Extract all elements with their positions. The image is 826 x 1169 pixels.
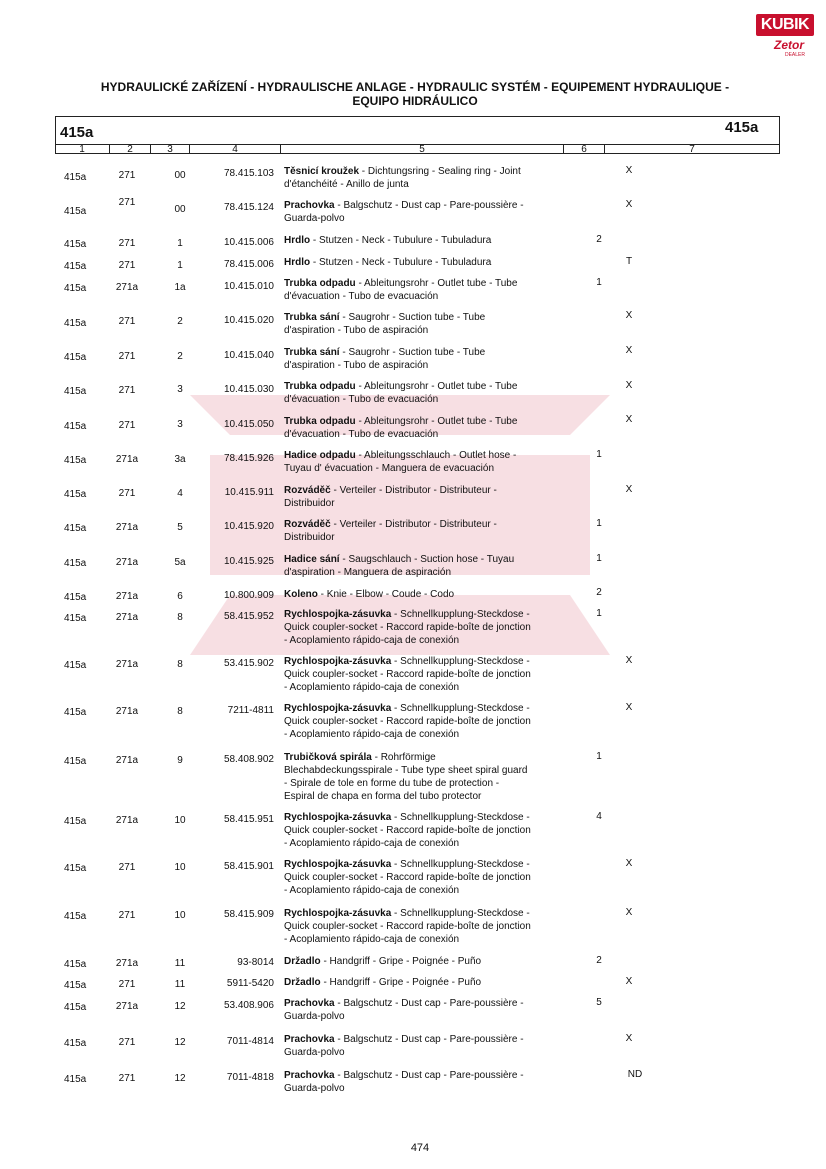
part-name: Trubka sání xyxy=(284,347,340,358)
cell-quantity: 1 xyxy=(596,518,602,529)
cell-position: 00 xyxy=(174,204,186,215)
cell-group: 271a xyxy=(115,706,139,717)
cell-section: 415a xyxy=(64,318,87,329)
cell-group: 271a xyxy=(115,454,139,465)
cell-position: 5a xyxy=(174,557,186,568)
cell-section: 415a xyxy=(64,558,87,569)
desc-line-2: Guarda-polvo xyxy=(284,213,345,224)
cell-variant: X xyxy=(625,345,633,356)
desc-line-1: - Schnellkupplung-Steckdose - xyxy=(391,859,530,870)
cell-description xyxy=(284,518,574,544)
cell-quantity: 5 xyxy=(596,997,602,1008)
cell-part-number: 10.415.925 xyxy=(223,556,274,567)
cell-section: 415a xyxy=(64,283,87,294)
desc-line-1: - Verteiler - Distributor - Distributeur - xyxy=(330,519,497,530)
part-name: Trubka odpadu xyxy=(284,278,356,289)
part-name: Rychlospojka-zásuvka xyxy=(284,908,392,919)
cell-description xyxy=(284,608,574,647)
cell-position: 12 xyxy=(174,1073,186,1084)
cell-part-number: 10.415.030 xyxy=(223,384,274,395)
desc-line-3: - Spirale de tole en forme du tube de protection - xyxy=(284,778,500,789)
cell-part-number: 58.415.951 xyxy=(223,814,274,825)
part-name: Trubka odpadu xyxy=(284,381,356,392)
cell-description xyxy=(284,955,574,968)
title-line-2: EQUIPO HIDRÁULICO xyxy=(352,94,478,108)
cell-position: 1 xyxy=(177,238,183,249)
cell-quantity: 2 xyxy=(596,955,602,966)
cell-position: 11 xyxy=(174,958,186,969)
cell-position: 12 xyxy=(174,1001,186,1012)
cell-description xyxy=(284,751,574,803)
part-name: Držadlo xyxy=(284,977,321,988)
cell-group: 271a xyxy=(115,1001,139,1012)
cell-variant: X xyxy=(625,484,633,495)
col-header-1: 1 xyxy=(79,144,85,155)
desc-line-1: - Balgschutz - Dust cap - Pare-poussière - xyxy=(334,1070,524,1081)
cell-part-number: 10.415.040 xyxy=(223,350,274,361)
cell-quantity: 2 xyxy=(596,587,602,598)
desc-line-2: Distribuidor xyxy=(284,498,335,509)
desc-line-1: - Balgschutz - Dust cap - Pare-poussière - xyxy=(334,200,524,211)
desc-line-1: - Schnellkupplung-Steckdose - xyxy=(391,908,530,919)
desc-line-2: d'aspiration - Tubo de aspiración xyxy=(284,325,429,336)
desc-line-2: Quick coupler-socket - Raccord rapide-boîte de jonction xyxy=(284,825,531,836)
cell-group: 271 xyxy=(118,316,136,327)
cell-position: 3 xyxy=(177,384,183,395)
desc-line-1: - Balgschutz - Dust cap - Pare-poussière - xyxy=(334,1034,524,1045)
cell-section: 415a xyxy=(64,352,87,363)
cell-group: 271a xyxy=(115,591,139,602)
desc-line-1: - Verteiler - Distributor - Distributeur - xyxy=(330,485,497,496)
cell-description xyxy=(284,858,574,897)
col-header-3: 3 xyxy=(167,144,173,155)
desc-line-2: d'évacuation - Tubo de evacuación xyxy=(284,394,439,405)
section-code-right: 415a xyxy=(725,119,759,136)
cell-description xyxy=(284,976,574,989)
logo-brand: KUBIK xyxy=(756,14,814,36)
cell-part-number: 58.415.952 xyxy=(223,611,274,622)
cell-section: 415a xyxy=(64,660,87,671)
cell-section: 415a xyxy=(64,261,87,272)
part-name: Rozváděč xyxy=(284,485,331,496)
cell-group: 271 xyxy=(118,170,136,181)
cell-section: 415a xyxy=(64,816,87,827)
desc-line-2: Blechabdeckungsspirale - Tube type sheet spiral guard xyxy=(284,765,528,776)
cell-position: 6 xyxy=(177,591,183,602)
cell-position: 2 xyxy=(177,316,183,327)
cell-description xyxy=(284,346,574,372)
cell-position: 8 xyxy=(177,612,183,623)
desc-line-1: - Handgriff - Gripe - Poignée - Puño xyxy=(320,977,482,988)
cell-section: 415a xyxy=(64,489,87,500)
cell-variant: X xyxy=(625,655,633,666)
cell-position: 8 xyxy=(177,706,183,717)
desc-line-2: Quick coupler-socket - Raccord rapide-boîte de jonction xyxy=(284,622,531,633)
part-name: Prachovka xyxy=(284,200,335,211)
kubik-zetor-logo xyxy=(756,14,814,60)
cell-variant: ND xyxy=(627,1069,643,1080)
cell-position: 1a xyxy=(174,282,186,293)
cell-group: 271a xyxy=(115,659,139,670)
desc-line-3: - Acoplamiento rápido-caja de conexión xyxy=(284,729,460,740)
part-name: Rychlospojka-zásuvka xyxy=(284,703,392,714)
cell-part-number: 53.408.906 xyxy=(223,1000,274,1011)
desc-line-3: - Acoplamiento rápido-caja de conexión xyxy=(284,838,460,849)
cell-variant: X xyxy=(625,165,633,176)
col-header-7: 7 xyxy=(689,144,695,155)
col-header-2: 2 xyxy=(127,144,133,155)
col-header-5: 5 xyxy=(419,144,425,155)
desc-line-2: Quick coupler-socket - Raccord rapide-boîte de jonction xyxy=(284,921,531,932)
part-name: Rychlospojka-zásuvka xyxy=(284,656,392,667)
cell-description xyxy=(284,655,574,694)
cell-group: 271 xyxy=(118,260,136,271)
part-name: Trubičková spirála xyxy=(284,752,372,763)
cell-group: 271 xyxy=(118,979,136,990)
cell-section: 415a xyxy=(64,756,87,767)
cell-description xyxy=(284,997,574,1023)
cell-part-number: 7011-4818 xyxy=(226,1072,274,1083)
desc-line-2: Quick coupler-socket - Raccord rapide-boîte de jonction xyxy=(284,872,531,883)
cell-position: 2 xyxy=(177,351,183,362)
desc-line-1: - Schnellkupplung-Steckdose - xyxy=(391,609,530,620)
cell-description xyxy=(284,588,574,601)
cell-description xyxy=(284,234,574,247)
cell-description xyxy=(284,1033,574,1059)
cell-part-number: 78.415.926 xyxy=(223,453,274,464)
desc-line-1: - Knie - Elbow - Coude - Codo xyxy=(317,589,455,600)
desc-line-2: d'évacuation - Tubo de evacuación xyxy=(284,429,439,440)
cell-position: 9 xyxy=(177,755,183,766)
desc-line-1: - Ableitungsrohr - Outlet tube - Tube xyxy=(355,416,518,427)
cell-section: 415a xyxy=(64,239,87,250)
desc-line-3: - Acoplamiento rápido-caja de conexión xyxy=(284,885,460,896)
page-title xyxy=(60,80,770,108)
cell-description xyxy=(284,907,574,946)
cell-quantity: 1 xyxy=(596,553,602,564)
cell-part-number: 10.800.909 xyxy=(223,590,274,601)
cell-group: 271 xyxy=(118,351,136,362)
cell-section: 415a xyxy=(64,523,87,534)
part-name: Hrdlo xyxy=(284,257,311,268)
desc-line-1: - Saugschlauch - Suction hose - Tuyau xyxy=(339,554,515,565)
cell-position: 5 xyxy=(177,522,183,533)
part-name: Těsnicí kroužek xyxy=(284,166,360,177)
cell-variant: X xyxy=(625,702,633,713)
cell-description xyxy=(284,1069,574,1095)
cell-position: 3a xyxy=(174,454,186,465)
part-name: Trubka odpadu xyxy=(284,416,356,427)
cell-group: 271 xyxy=(118,385,136,396)
part-name: Koleno xyxy=(284,589,318,600)
col-header-4: 4 xyxy=(232,144,238,155)
part-name: Rozváděč xyxy=(284,519,331,530)
desc-line-1: - Ableitungsrohr - Outlet tube - Tube xyxy=(355,278,518,289)
cell-group: 271a xyxy=(115,557,139,568)
desc-line-2: d'évacuation - Tubo de evacuación xyxy=(284,291,439,302)
cell-group: 271 xyxy=(118,197,136,208)
cell-part-number: 93-8014 xyxy=(237,957,274,968)
desc-line-4: Espiral de chapa en forma del tubo protector xyxy=(284,791,482,802)
cell-quantity: 1 xyxy=(596,277,602,288)
desc-line-2: Quick coupler-socket - Raccord rapide-boîte de jonction xyxy=(284,669,531,680)
desc-line-1: - Saugrohr - Suction tube - Tube xyxy=(339,312,486,323)
cell-part-number: 58.408.902 xyxy=(223,754,274,765)
desc-line-1: - Schnellkupplung-Steckdose - xyxy=(391,703,530,714)
cell-section: 415a xyxy=(64,707,87,718)
cell-quantity: 1 xyxy=(596,608,602,619)
cell-variant: X xyxy=(625,310,633,321)
part-name: Rychlospojka-zásuvka xyxy=(284,812,392,823)
cell-section: 415a xyxy=(64,1002,87,1013)
desc-line-2: d'étanchéité - Anillo de junta xyxy=(284,179,409,190)
part-name: Hadice sání xyxy=(284,554,340,565)
cell-section: 415a xyxy=(64,863,87,874)
cell-variant: T xyxy=(625,256,633,267)
cell-part-number: 10.415.010 xyxy=(223,281,274,292)
cell-variant: X xyxy=(625,199,633,210)
part-name: Prachovka xyxy=(284,1070,335,1081)
cell-part-number: 10.415.920 xyxy=(223,521,274,532)
part-name: Hrdlo xyxy=(284,235,311,246)
desc-line-1: - Handgriff - Gripe - Poignée - Puño xyxy=(320,956,482,967)
cell-part-number: 53.415.902 xyxy=(223,658,274,669)
desc-line-1: - Ableitungsschlauch - Outlet hose - xyxy=(355,450,517,461)
desc-line-1: - Schnellkupplung-Steckdose - xyxy=(391,812,530,823)
part-name: Trubka sání xyxy=(284,312,340,323)
desc-line-1: - Balgschutz - Dust cap - Pare-poussière - xyxy=(334,998,524,1009)
cell-part-number: 10.415.050 xyxy=(223,419,274,430)
cell-part-number: 10.415.911 xyxy=(224,487,274,498)
desc-line-1: - Stutzen - Neck - Tubulure - Tubuladura xyxy=(310,235,492,246)
cell-section: 415a xyxy=(64,386,87,397)
desc-line-2: Guarda-polvo xyxy=(284,1011,345,1022)
desc-line-1: - Stutzen - Neck - Tubulure - Tubuladura xyxy=(310,257,492,268)
cell-variant: X xyxy=(625,858,633,869)
page-number: 474 xyxy=(410,1142,430,1154)
cell-section: 415a xyxy=(64,206,87,217)
col-header-6: 6 xyxy=(581,144,587,155)
cell-part-number: 78.415.103 xyxy=(223,168,274,179)
cell-group: 271 xyxy=(118,420,136,431)
cell-description xyxy=(284,199,574,225)
cell-quantity: 1 xyxy=(596,751,602,762)
cell-section: 415a xyxy=(64,980,87,991)
cell-position: 10 xyxy=(174,862,186,873)
cell-description xyxy=(284,415,574,441)
desc-line-2: Tuyau d' évacuation - Manguera de evacuación xyxy=(284,463,495,474)
cell-position: 10 xyxy=(174,815,186,826)
cell-group: 271 xyxy=(118,488,136,499)
cell-part-number: 7211-4811 xyxy=(227,705,274,716)
title-line-1: HYDRAULICKÉ ZAŘÍZENÍ - HYDRAULISCHE ANLAGE - HYDRAULIC SYSTÉM - EQUIPEMENT HYDRAULIQUE - xyxy=(100,80,730,94)
cell-position: 3 xyxy=(177,419,183,430)
desc-line-2: Quick coupler-socket - Raccord rapide-boîte de jonction xyxy=(284,716,531,727)
cell-group: 271 xyxy=(118,238,136,249)
cell-variant: X xyxy=(625,380,633,391)
cell-section: 415a xyxy=(64,1074,87,1085)
cell-position: 10 xyxy=(174,910,186,921)
cell-group: 271a xyxy=(115,282,139,293)
cell-description xyxy=(284,165,574,191)
desc-line-2: Guarda-polvo xyxy=(284,1083,345,1094)
part-name: Rychlospojka-zásuvka xyxy=(284,609,392,620)
cell-section: 415a xyxy=(64,911,87,922)
cell-part-number: 78.415.124 xyxy=(223,202,274,213)
cell-part-number: 5911-5420 xyxy=(226,978,274,989)
cell-description xyxy=(284,256,574,269)
desc-line-2: Distribuidor xyxy=(284,532,335,543)
cell-part-number: 78.415.006 xyxy=(223,259,274,270)
cell-position: 1 xyxy=(177,260,183,271)
part-name: Rychlospojka-zásuvka xyxy=(284,859,392,870)
cell-variant: X xyxy=(625,907,633,918)
cell-part-number: 58.415.901 xyxy=(223,861,274,872)
part-name: Držadlo xyxy=(284,956,321,967)
cell-part-number: 7011-4814 xyxy=(226,1036,274,1047)
cell-section: 415a xyxy=(64,455,87,466)
cell-description xyxy=(284,553,574,579)
desc-line-2: d'aspiration - Tubo de aspiración xyxy=(284,360,429,371)
cell-description xyxy=(284,484,574,510)
cell-description xyxy=(284,449,574,475)
cell-description xyxy=(284,380,574,406)
cell-group: 271 xyxy=(118,1037,136,1048)
section-code-left: 415a xyxy=(60,124,94,141)
cell-section: 415a xyxy=(64,172,87,183)
cell-section: 415a xyxy=(64,1038,87,1049)
desc-line-3: - Acoplamiento rápido-caja de conexión xyxy=(284,934,460,945)
cell-part-number: 10.415.006 xyxy=(223,237,274,248)
part-name: Prachovka xyxy=(284,1034,335,1045)
cell-variant: X xyxy=(625,1033,633,1044)
cell-group: 271a xyxy=(115,755,139,766)
cell-quantity: 2 xyxy=(596,234,602,245)
cell-position: 12 xyxy=(174,1037,186,1048)
logo-sub: Zetor xyxy=(774,38,804,52)
cell-description xyxy=(284,277,574,303)
cell-part-number: 58.415.909 xyxy=(223,909,274,920)
cell-group: 271 xyxy=(118,1073,136,1084)
cell-section: 415a xyxy=(64,613,87,624)
cell-variant: X xyxy=(625,976,633,987)
part-name: Prachovka xyxy=(284,998,335,1009)
cell-description xyxy=(284,311,574,337)
part-name: Hadice odpadu xyxy=(284,450,356,461)
desc-line-1: - Dichtungsring - Sealing ring - Joint xyxy=(359,166,521,177)
desc-line-1: - Schnellkupplung-Steckdose - xyxy=(391,656,530,667)
desc-line-1: - Saugrohr - Suction tube - Tube xyxy=(339,347,486,358)
cell-quantity: 4 xyxy=(596,811,602,822)
logo-dealer: DEALER xyxy=(784,52,805,58)
cell-group: 271 xyxy=(118,862,136,873)
desc-line-3: - Acoplamiento rápido-caja de conexión xyxy=(284,682,460,693)
cell-group: 271a xyxy=(115,522,139,533)
cell-group: 271 xyxy=(118,910,136,921)
cell-group: 271a xyxy=(115,815,139,826)
desc-line-2: Guarda-polvo xyxy=(284,1047,345,1058)
cell-group: 271a xyxy=(115,958,139,969)
desc-line-1: - Rohrförmige xyxy=(371,752,436,763)
cell-section: 415a xyxy=(64,421,87,432)
cell-position: 8 xyxy=(177,659,183,670)
desc-line-2: d'aspiration - Manguera de aspiración xyxy=(284,567,452,578)
cell-position: 11 xyxy=(174,979,186,990)
cell-description xyxy=(284,702,574,741)
desc-line-1: - Ableitungsrohr - Outlet tube - Tube xyxy=(355,381,518,392)
cell-position: 00 xyxy=(174,170,186,181)
cell-description xyxy=(284,811,574,850)
cell-quantity: 1 xyxy=(596,449,602,460)
cell-section: 415a xyxy=(64,592,87,603)
cell-section: 415a xyxy=(64,959,87,970)
cell-group: 271a xyxy=(115,612,139,623)
cell-variant: X xyxy=(625,414,633,425)
cell-part-number: 10.415.020 xyxy=(223,315,274,326)
cell-position: 4 xyxy=(177,488,183,499)
desc-line-3: - Acoplamiento rápido-caja de conexión xyxy=(284,635,460,646)
